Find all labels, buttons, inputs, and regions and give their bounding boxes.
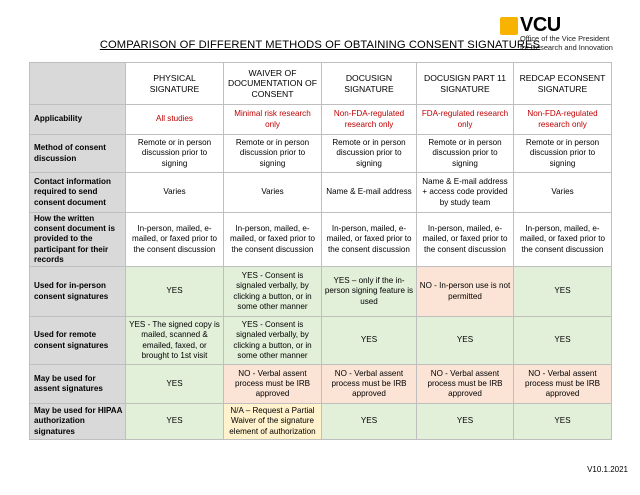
table-cell: Name & E-mail address + access code provided by study team	[417, 173, 514, 213]
table-cell: In-person, mailed, e-mailed, or faxed prior to the consent discussion	[126, 213, 224, 267]
table-row	[30, 173, 612, 213]
table-cell: YES	[514, 317, 612, 365]
table-cell: In-person, mailed, e-mailed, or faxed prior to the consent discussion	[322, 213, 417, 267]
table-cell: YES	[322, 404, 417, 440]
table-row	[30, 267, 612, 317]
table-row	[30, 317, 612, 365]
table-row	[30, 105, 612, 135]
table-row	[30, 404, 612, 440]
row-header: Used for remote consent signatures	[30, 317, 126, 365]
table-cell: YES	[514, 267, 612, 317]
table-cell: Varies	[126, 173, 224, 213]
table-cell: Remote or in person discussion prior to signing	[322, 135, 417, 173]
table-cell: NO - Verbal assent process must be IRB approved	[514, 365, 612, 404]
row-header: Used for in-person consent signatures	[30, 267, 126, 317]
table-row	[30, 213, 612, 267]
table-row	[30, 135, 612, 173]
column-header: REDCAP ECONSENT SIGNATURE	[514, 63, 612, 105]
column-header: DOCUSIGN SIGNATURE	[322, 63, 417, 105]
table-cell: YES - The signed copy is mailed, scanned & emailed, faxed, or brought to 1st visit	[126, 317, 224, 365]
table-cell: NO - Verbal assent process must be IRB approved	[322, 365, 417, 404]
table-cell: Name & E-mail address	[322, 173, 417, 213]
logo-brand: VCU	[520, 14, 561, 36]
column-header: PHYSICAL SIGNATURE	[126, 63, 224, 105]
table-cell: YES - Consent is signaled verbally, by clicking a button, or in some other manner	[224, 317, 322, 365]
table-cell: Remote or in person discussion prior to signing	[417, 135, 514, 173]
table-cell: YES	[126, 267, 224, 317]
table-cell: YES	[417, 404, 514, 440]
column-header: DOCUSIGN PART 11 SIGNATURE	[417, 63, 514, 105]
row-header: Method of consent discussion	[30, 135, 126, 173]
table-cell: YES - Consent is signaled verbally, by clicking a button, or in some other manner	[224, 267, 322, 317]
table-cell: Minimal risk research only	[224, 105, 322, 135]
table-cell: Non-FDA-regulated research only	[322, 105, 417, 135]
logo-office-line1: Office of the Vice President	[520, 34, 610, 43]
row-header: Applicability	[30, 105, 126, 135]
table-cell: FDA-regulated research only	[417, 105, 514, 135]
table-row	[30, 365, 612, 404]
table-cell: Non-FDA-regulated research only	[514, 105, 612, 135]
table-cell: YES	[417, 317, 514, 365]
table-cell: In-person, mailed, e-mailed, or faxed prior to the consent discussion	[514, 213, 612, 267]
table-cell: YES	[126, 365, 224, 404]
table-cell: In-person, mailed, e-mailed, or faxed prior to the consent discussion	[224, 213, 322, 267]
row-header: How the written consent document is provided to the participant for their records	[30, 213, 126, 267]
table-cell: Remote or in person discussion prior to signing	[224, 135, 322, 173]
table-cell: YES – only if the in-person signing feature is used	[322, 267, 417, 317]
table-cell: In-person, mailed, e-mailed, or faxed prior to the consent discussion	[417, 213, 514, 267]
table-cell: NO - In-person use is not permitted	[417, 267, 514, 317]
row-header: Contact information required to send consent document	[30, 173, 126, 213]
table-cell: YES	[322, 317, 417, 365]
table-cell: Remote or in person discussion prior to signing	[514, 135, 612, 173]
vcu-ram-icon	[500, 17, 518, 35]
comparison-table	[29, 62, 612, 440]
table-cell: N/A – Request a Partial Waiver of the signature element of authorization	[224, 404, 322, 440]
table-cell: YES	[514, 404, 612, 440]
table-cell: NO - Verbal assent process must be IRB approved	[224, 365, 322, 404]
table-cell: NO - Verbal assent process must be IRB approved	[417, 365, 514, 404]
table-cell: All studies	[126, 105, 224, 135]
table-cell: Remote or in person discussion prior to signing	[126, 135, 224, 173]
row-header: May be used for HIPAA authorization signatures	[30, 404, 126, 440]
table-corner	[30, 63, 126, 105]
table-cell: Varies	[224, 173, 322, 213]
logo-office-line2: for Research and Innovation	[520, 42, 613, 52]
table-header-row	[30, 63, 612, 105]
page-title: COMPARISON OF DIFFERENT METHODS OF OBTAINING CONSENT SIGNATURES	[99, 39, 541, 51]
table-cell: YES	[126, 404, 224, 440]
table-cell: Varies	[514, 173, 612, 213]
row-header: May be used for assent signatures	[30, 365, 126, 404]
version-label: V10.1.2021	[587, 465, 628, 474]
column-header: WAIVER OF DOCUMENTATION OF CONSENT	[224, 63, 322, 105]
